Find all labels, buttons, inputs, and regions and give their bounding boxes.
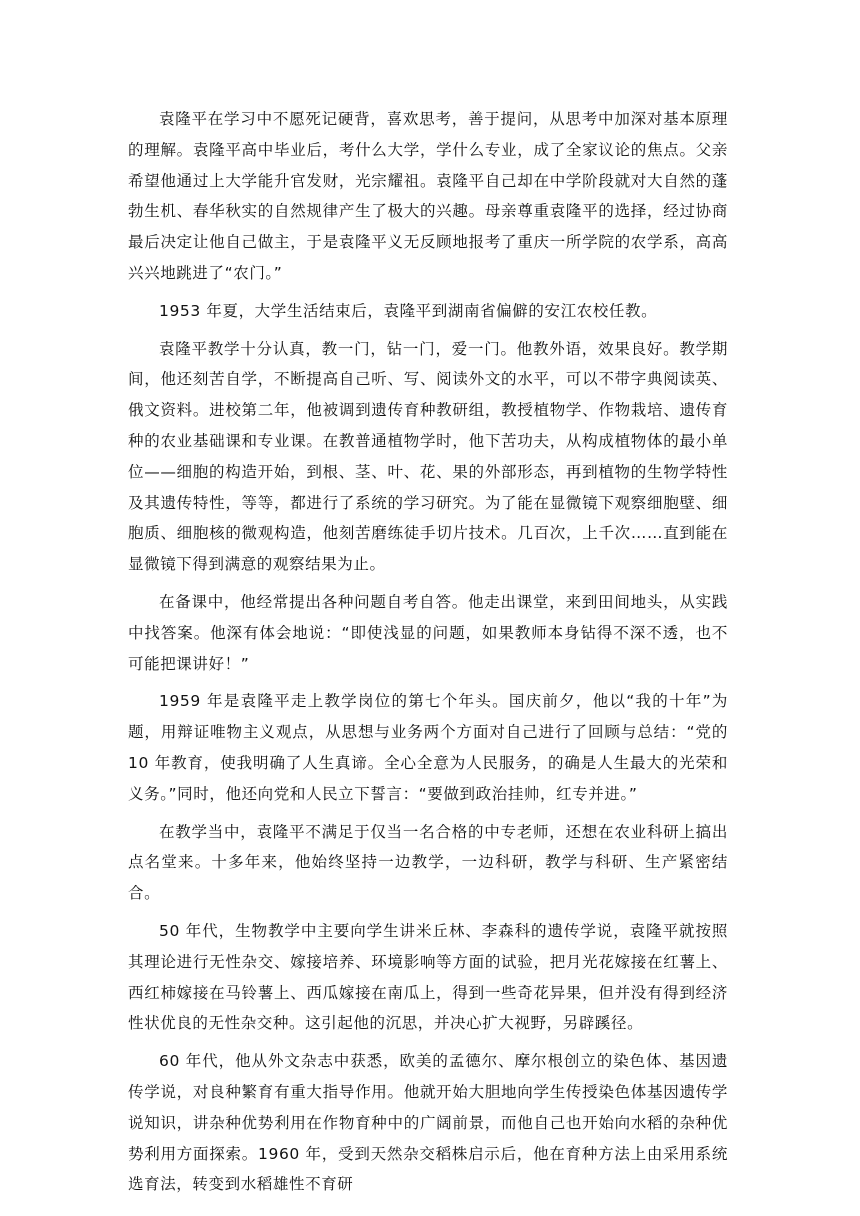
- paragraph-2: 1953 年夏，大学生活结束后，袁隆平到湖南省偏僻的安江农校任教。: [159, 301, 658, 320]
- paragraph-4: 在备课中，他经常提出各种问题自考自答。他走出课堂，来到田间地头，从实践中找答案。他深有体会地说：“即使浅显的问题，如果教师本身钻得不深不透，也不可能把课讲好！”: [128, 592, 728, 673]
- paragraph-7: 50 年代，生物教学中主要向学生讲米丘林、李森科的遗传学说，袁隆平就按照其理论进行无性杂交、嫁接培养、环境影响等方面的试验，把月光花嫁接在红薯上、西红柿嫁接在马铃薯上、西瓜嫁接在南瓜上，得到一些奇花异果，但并没有得到经济性状优良的无性杂交种。这引起他的沉思，并决心扩大视野，另辟蹊径。: [128, 921, 728, 1033]
- paragraph-3: 袁隆平教学十分认真，教一门，钻一门，爱一门。他教外语，效果良好。教学期间，他还刻苦自学，不断提高自己听、写、阅读外文的水平，可以不带字典阅读英、俄文资料。进校第二年，他被调到遗传育种教研组，教授植物学、作物栽培、遗传育种的农业基础课和专业课。在教普通植物学时，他下苦功夫，从构成植物体的最小单位——细胞的构造开始，到根、茎、叶、花、果的外部形态，再到植物的生物学特性及其遗传特性，等等，都进行了系统的学习研究。为了能在显微镜下观察细胞壁、细胞质、细胞核的微观构造，他刻苦磨练徒手切片技术。几百次，上千次……直到能在显微镜下得到满意的观察结果为止。: [128, 339, 728, 574]
- paragraph-8: 60 年代，他从外文杂志中获悉，欧美的孟德尔、摩尔根创立的染色体、基因遗传学说，对良种繁育有重大指导作用。他就开始大胆地向学生传授染色体基因遗传学说知识，讲杂种优势利用在作物育种中的广阔前景，而他自己也开始向水稻的杂种优势利用方面探索。1960 年，受到天然杂交稻株启示后，他在育种方法上由采用系统选育法，转变到水稻雄性不育研: [128, 1052, 728, 1194]
- paragraph-1: 袁隆平在学习中不愿死记硬背，喜欢思考，善于提问，从思考中加深对基本原理的理解。袁隆平高中毕业后，考什么大学，学什么专业，成了全家议论的焦点。父亲希望他通过上大学能升官发财，光宗耀祖。袁隆平自己却在中学阶段就对大自然的蓬勃生机、春华秋实的自然规律产生了极大的兴趣。母亲尊重袁隆平的选择，经过协商最后决定让他自己做主，于是袁隆平义无反顾地报考了重庆一所学院的农学系，高高兴兴地跳进了“农门。”: [128, 110, 728, 282]
- paragraph-5: 1959 年是袁隆平走上教学岗位的第七个年头。国庆前夕，他以“我的十年”为题，用辩证唯物主义观点，从思想与业务两个方面对自己进行了回顾与总结：“党的 10 年教育，使我明确了人生真谛。全心全意为人民服务，的确是人生最大的光荣和义务。”同时，他还向党和人民立下誓言：“要做到政治挂帅，红专并进。”: [128, 692, 728, 803]
- document-body: [128, 104, 728, 1207]
- paragraph-6: 在教学当中，袁隆平不满足于仅当一名合格的中专老师，还想在农业科研上搞出点名堂来。十多年来，他始终坚持一边教学，一边科研，教学与科研、生产紧密结合。: [128, 822, 728, 903]
